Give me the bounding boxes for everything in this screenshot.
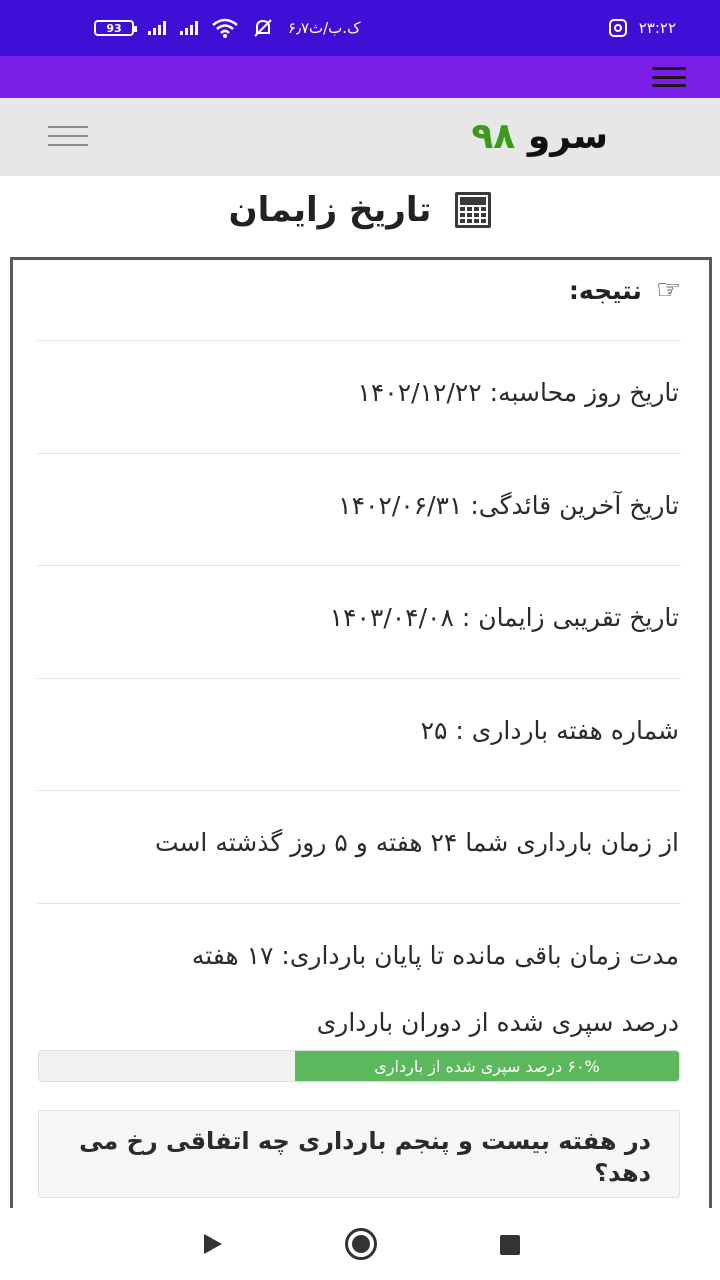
instagram-icon	[609, 19, 627, 37]
divider	[37, 453, 681, 454]
clock: ۲۳:۲۲	[638, 19, 676, 37]
app-bar	[0, 56, 720, 98]
back-icon[interactable]	[204, 1234, 222, 1254]
status-bar	[0, 0, 720, 56]
network-speed: ۶٫۷ک.ب/ث	[288, 19, 361, 37]
due-date: تاریخ تقریبی زایمان : ۱۴۰۳/۰۴/۰۸	[329, 603, 679, 632]
logo-number: ۹۸	[471, 116, 516, 157]
logo-word: سرو	[527, 116, 608, 157]
divider	[37, 340, 681, 341]
percent-label: درصد سپری شده از دوران بارداری	[316, 1008, 679, 1037]
progress-fill: ۶۰% درصد سپری شده از بارداری	[295, 1051, 679, 1081]
result-card	[10, 257, 712, 1247]
home-icon[interactable]	[345, 1228, 377, 1260]
remaining-time: مدت زمان باقی مانده تا پایان بارداری: ۱۷ هفته	[191, 941, 679, 970]
signal-icon-2	[180, 21, 198, 35]
result-header	[569, 272, 681, 308]
week-number: شماره هفته بارداری : ۲۵	[420, 716, 679, 745]
recent-apps-icon[interactable]	[500, 1235, 520, 1255]
site-logo[interactable]	[471, 116, 608, 157]
divider	[37, 565, 681, 566]
calc-date: تاریخ روز محاسبه: ۱۴۰۲/۱۲/۲۲	[357, 378, 679, 407]
week-info-panel[interactable]: در هفته بیست و پنجم بارداری چه اتفاقی رخ می دهد؟	[38, 1110, 680, 1198]
divider	[37, 790, 681, 791]
last-period-date: تاریخ آخرین قائدگی: ۱۴۰۲/۰۶/۳۱	[338, 491, 679, 520]
signal-icon	[148, 21, 166, 35]
elapsed-time: از زمان بارداری شما ۲۴ هفته و ۵ روز گذشته است	[154, 828, 679, 857]
page-title: تاریخ زایمان	[228, 190, 432, 230]
app-menu-icon[interactable]	[652, 67, 686, 87]
site-header	[0, 98, 720, 176]
site-menu-icon[interactable]	[48, 126, 88, 146]
progress-bar	[38, 1050, 680, 1082]
divider	[37, 903, 681, 904]
battery-icon: 93	[94, 20, 134, 36]
hand-pointing-icon: ☜	[655, 273, 681, 306]
result-heading: نتیجه:	[568, 275, 642, 305]
bell-muted-icon	[252, 17, 274, 39]
navigation-bar	[0, 1208, 720, 1280]
page-title-row	[0, 180, 720, 240]
wifi-icon	[212, 18, 238, 38]
divider	[37, 678, 681, 679]
calculator-icon	[455, 192, 491, 228]
